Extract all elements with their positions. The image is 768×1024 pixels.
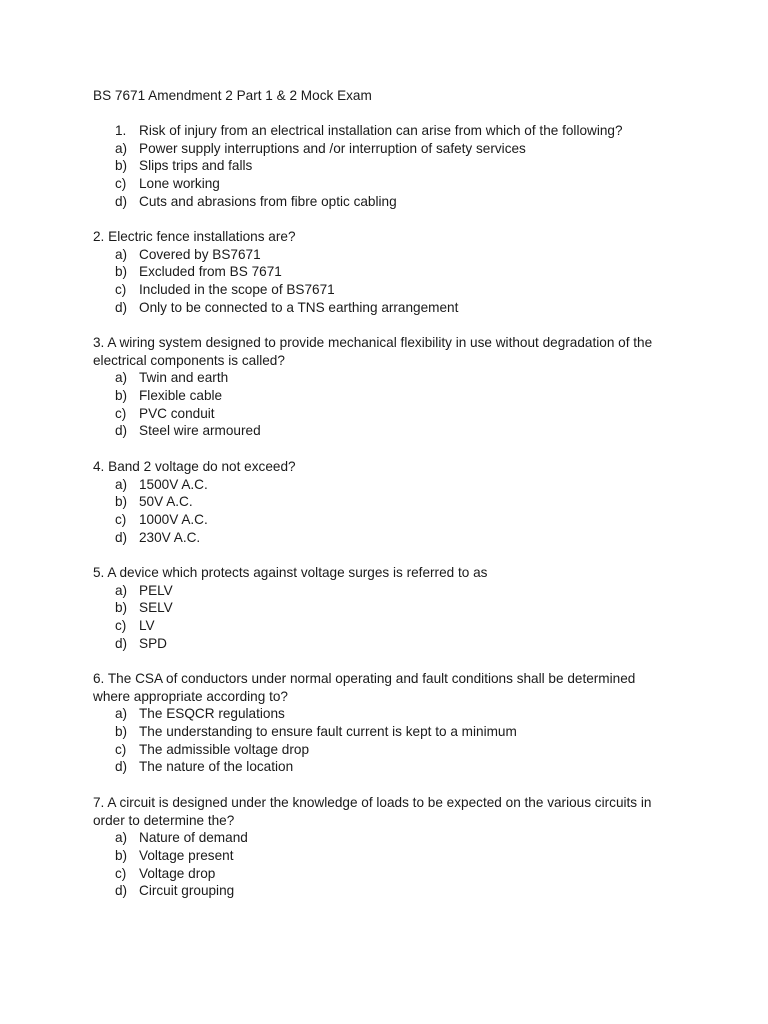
option-5a (93, 582, 673, 600)
option-letter: b) (115, 264, 128, 280)
option-text: Steel wire armoured (139, 423, 261, 439)
option-7b (93, 847, 673, 865)
option-letter: d) (115, 423, 128, 439)
option-text: Cuts and abrasions from fibre optic cabling (139, 193, 397, 209)
option-letter: b) (115, 494, 128, 510)
question-6 (93, 670, 673, 776)
option-letter: d) (115, 193, 128, 209)
question-1-options (93, 140, 673, 211)
option-letter: a) (115, 476, 128, 492)
option-text: Circuit grouping (139, 883, 235, 899)
option-text: LV (139, 618, 155, 634)
question-1-text (93, 122, 673, 140)
option-4a (93, 476, 673, 494)
option-letter: a) (115, 830, 128, 846)
question-4-number: 4. (93, 459, 105, 474)
option-letter: a) (115, 370, 128, 386)
option-letter: b) (115, 388, 128, 404)
option-6a (93, 705, 673, 723)
option-text: Flexible cable (139, 388, 223, 404)
option-5d (93, 635, 673, 653)
question-3-options (93, 369, 673, 440)
option-letter: b) (115, 600, 128, 616)
option-text: PVC conduit (139, 405, 215, 421)
option-5c (93, 617, 673, 635)
question-7-prompt: A circuit is designed under the knowledge of loads to be expected on the various circuits in order to determine the? (93, 795, 652, 828)
question-7-options (93, 829, 673, 900)
option-2b (93, 263, 673, 281)
option-7a (93, 829, 673, 847)
question-3-text (93, 334, 673, 369)
option-text: The admissible voltage drop (139, 741, 310, 757)
question-2-number: 2. (93, 229, 105, 244)
option-letter: d) (115, 883, 128, 899)
option-letter: d) (115, 529, 128, 545)
option-letter: b) (115, 848, 128, 864)
option-letter: a) (115, 140, 128, 156)
option-text: 1500V A.C. (139, 476, 208, 492)
option-letter: a) (115, 706, 128, 722)
option-letter: d) (115, 759, 128, 775)
option-text: 1000V A.C. (139, 512, 208, 528)
option-letter: a) (115, 582, 128, 598)
question-3-number: 3. (93, 335, 105, 350)
question-2-text (93, 228, 673, 246)
page-title: BS 7671 Amendment 2 Part 1 & 2 Mock Exam (93, 88, 372, 103)
option-letter: c) (115, 512, 127, 528)
option-text: Covered by BS7671 (139, 246, 261, 262)
question-5-text (93, 564, 673, 582)
question-2-options (93, 246, 673, 317)
question-6-text (93, 670, 673, 705)
option-text: Slips trips and falls (139, 158, 253, 174)
question-6-number: 6. (93, 671, 105, 686)
option-6c (93, 741, 673, 759)
option-text: 230V A.C. (139, 529, 201, 545)
option-text: Excluded from BS 7671 (139, 264, 282, 280)
option-text: The understanding to ensure fault current is kept to a minimum (139, 724, 517, 740)
option-text: Power supply interruptions and /or interruption of safety services (139, 140, 526, 156)
option-letter: c) (115, 282, 127, 298)
question-6-prompt: The CSA of conductors under normal operating and fault conditions shall be determined where appropriate according to? (93, 671, 636, 704)
option-text: Lone working (139, 176, 220, 192)
option-3b (93, 387, 673, 405)
question-4 (93, 458, 673, 546)
option-letter: c) (115, 176, 127, 192)
question-2-prompt: Electric fence installations are? (108, 229, 296, 244)
option-text: Twin and earth (139, 370, 229, 386)
option-1a (93, 140, 673, 158)
question-3-prompt: A wiring system designed to provide mechanical flexibility in use without degradation of the electrical components is called? (93, 335, 653, 368)
question-1-number: 1. (115, 123, 127, 138)
option-6b (93, 723, 673, 741)
option-letter: c) (115, 618, 127, 634)
question-1-prompt: Risk of injury from an electrical installation can arise from which of the following? (139, 123, 623, 138)
option-letter: a) (115, 246, 128, 262)
question-4-text (93, 458, 673, 476)
option-2a (93, 246, 673, 264)
option-text: The ESQCR regulations (139, 706, 285, 722)
option-text: SELV (139, 600, 173, 616)
option-4c (93, 511, 673, 529)
question-2 (93, 228, 673, 316)
option-3c (93, 405, 673, 423)
option-1d (93, 193, 673, 211)
question-7 (93, 794, 673, 900)
option-4b (93, 493, 673, 511)
question-5 (93, 564, 673, 652)
question-1 (93, 122, 673, 210)
option-letter: c) (115, 865, 127, 881)
option-2c (93, 281, 673, 299)
option-text: PELV (139, 582, 173, 598)
option-text: The nature of the location (139, 759, 294, 775)
option-1b (93, 157, 673, 175)
option-letter: d) (115, 635, 128, 651)
question-6-options (93, 705, 673, 776)
option-2d (93, 299, 673, 317)
option-text: Included in the scope of BS7671 (139, 282, 335, 298)
option-letter: d) (115, 299, 128, 315)
option-4d (93, 529, 673, 547)
option-letter: b) (115, 724, 128, 740)
question-7-text (93, 794, 673, 829)
option-3d (93, 422, 673, 440)
question-5-prompt: A device which protects against voltage surges is referred to as (107, 565, 488, 580)
option-text: 50V A.C. (139, 494, 193, 510)
question-4-options (93, 476, 673, 547)
option-text: Voltage present (139, 848, 234, 864)
option-letter: b) (115, 158, 128, 174)
option-5b (93, 599, 673, 617)
option-letter: c) (115, 405, 127, 421)
option-text: Nature of demand (139, 830, 248, 846)
question-7-number: 7. (93, 795, 105, 810)
option-6d (93, 758, 673, 776)
option-1c (93, 175, 673, 193)
question-4-prompt: Band 2 voltage do not exceed? (108, 459, 296, 474)
question-5-number: 5. (93, 565, 105, 580)
question-5-options (93, 582, 673, 653)
option-3a (93, 369, 673, 387)
option-text: Only to be connected to a TNS earthing arrangement (139, 299, 459, 315)
question-3 (93, 334, 673, 440)
option-text: Voltage drop (139, 865, 216, 881)
option-letter: c) (115, 741, 127, 757)
option-7c (93, 865, 673, 883)
option-7d (93, 882, 673, 900)
option-text: SPD (139, 635, 167, 651)
